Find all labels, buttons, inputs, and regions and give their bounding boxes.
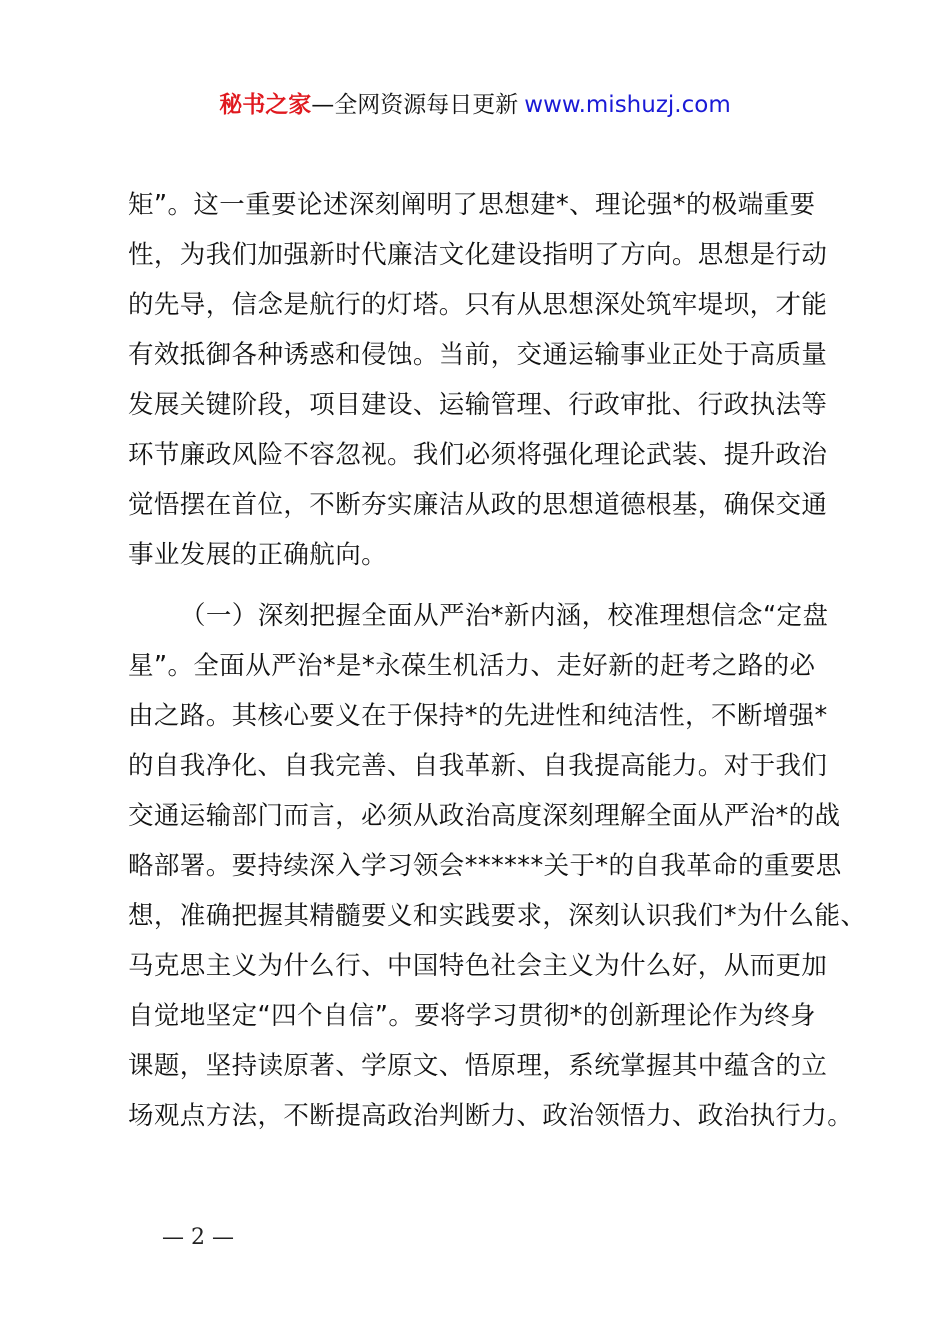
text-line: 环节廉政风险不容忽视。我们必须将强化理论武装、提升政治 bbox=[128, 440, 828, 470]
text-line: 事业发展的正确航向。 bbox=[128, 540, 388, 570]
site-url-link[interactable]: www.mishuzj.com bbox=[524, 92, 731, 118]
text-line: 觉悟摆在首位，不断夯实廉洁从政的思想道德根基，确保交通 bbox=[128, 490, 828, 520]
text-line: 马克思主义为什么行、中国特色社会主义为什么好，从而更加 bbox=[128, 951, 828, 981]
text-line: 有效抵御各种诱惑和侵蚀。当前，交通运输事业正处于高质量 bbox=[128, 340, 828, 370]
paragraph-2 bbox=[128, 591, 867, 1141]
section-heading-line: （一）深刻把握全面从严治*新内涵，校准理想信念“定盘 bbox=[180, 601, 829, 631]
text-line: 交通运输部门而言，必须从政治高度深刻理解全面从严治*的战 bbox=[128, 801, 841, 831]
text-line: 星”。全面从严治*是*永葆生机活力、走好新的赶考之路的必 bbox=[128, 651, 816, 681]
paragraph-1 bbox=[128, 180, 838, 580]
text-line: 矩”。这一重要论述深刻阐明了思想建*、理论强*的极端重要 bbox=[128, 190, 816, 220]
text-line: 的自我净化、自我完善、自我革新、自我提高能力。对于我们 bbox=[128, 751, 828, 781]
text-line: 性，为我们加强新时代廉洁文化建设指明了方向。思想是行动 bbox=[128, 240, 828, 270]
text-line: 想，准确把握其精髓要义和实践要求，深刻认识我们*为什么能、 bbox=[128, 901, 867, 931]
text-line: 发展关键阶段，项目建设、运输管理、行政审批、行政执法等 bbox=[128, 390, 828, 420]
text-line: 略部署。要持续深入学习领会******关于*的自我革命的重要思 bbox=[128, 851, 842, 881]
text-line: 由之路。其核心要义在于保持*的先进性和纯洁性，不断增强* bbox=[128, 701, 828, 731]
text-line: 自觉地坚定“四个自信”。要将学习贯彻*的创新理论作为终身 bbox=[128, 1001, 816, 1031]
text-line: 场观点方法，不断提高政治判断力、政治领悟力、政治执行力。 bbox=[128, 1101, 854, 1131]
text-line: 课题，坚持读原著、学原文、悟原理，系统掌握其中蕴含的立 bbox=[128, 1051, 828, 1081]
text-line: 的先导，信念是航行的灯塔。只有从思想深处筑牢堤坝，才能 bbox=[128, 290, 828, 320]
header-tagline: —全网资源每日更新 bbox=[311, 92, 519, 118]
page-number: — 2 — bbox=[162, 1225, 234, 1250]
site-header bbox=[0, 88, 950, 122]
brand-name: 秘书之家 bbox=[219, 92, 312, 118]
